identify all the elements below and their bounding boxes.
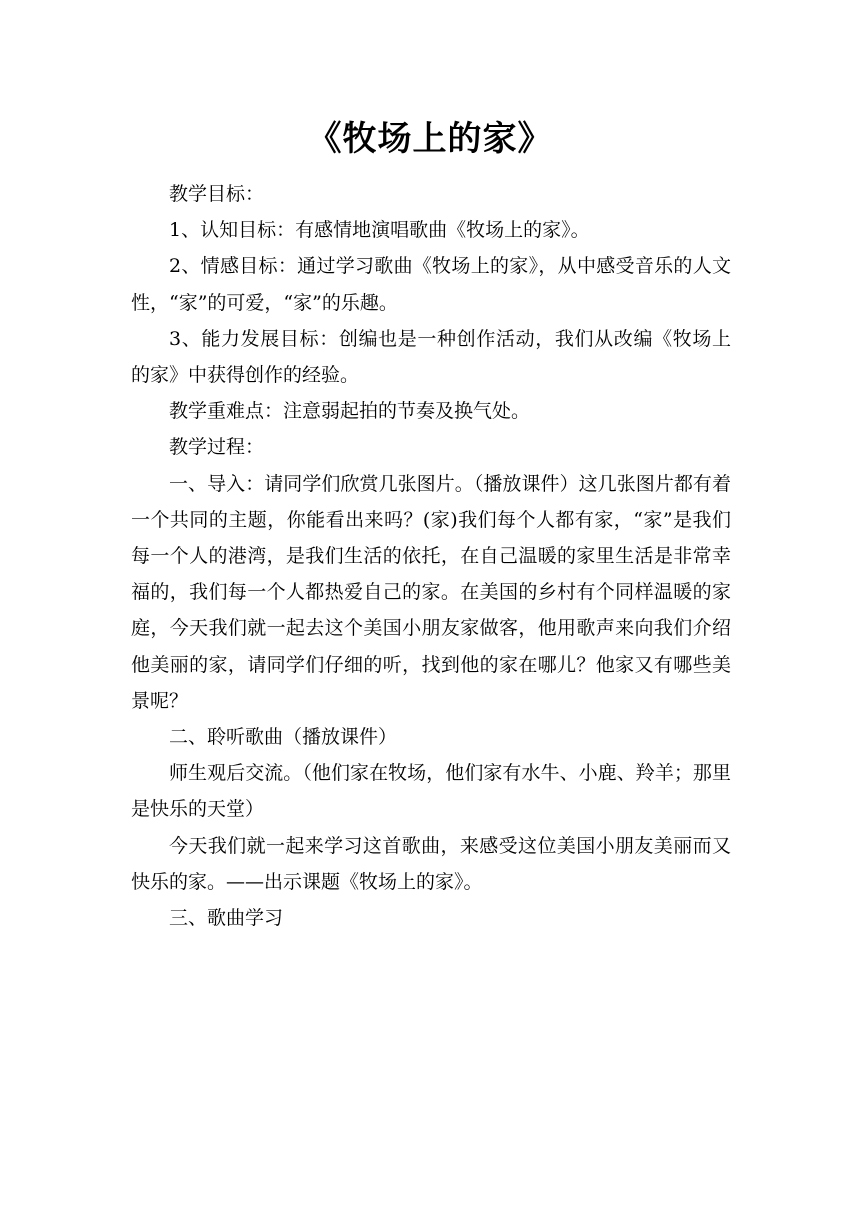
paragraph-listening-heading: 二、聆听歌曲（播放课件） [169, 726, 398, 749]
paragraph-introduction: 一、导入：请同学们欣赏几张图片。（播放课件）这几张图片都有着一个共同的主题，你能看出来吗？(家)我们每个人都有家，“家”是我们每一个人的港湾，是我们生活的依托，在自己温暖的家里生活是非常幸福的，我们每一个人都热爱自己的家。在美国的乡村有个同样温暖的家庭，今天我们就一起去这个美国小朋友家做客，他用歌声来向我们介绍他美丽的家，请同学们仔细的听，找到他的家在哪儿？他家又有哪些美景呢？ [131, 472, 731, 712]
paragraph-ability-goal: 3、能力发展目标：创编也是一种创作活动，我们从改编《牧场上的家》中获得创作的经验。 [131, 327, 731, 387]
document-title: 《牧场上的家》 [307, 119, 553, 159]
paragraph-teaching-process-heading: 教学过程： [169, 436, 265, 459]
paragraph-lesson-topic: 今天我们就一起来学习这首歌曲，来感受这位美国小朋友美丽而又快乐的家。——出示课题《牧场上的家》。 [131, 834, 731, 893]
paragraph-key-difficulties: 教学重难点：注意弱起拍的节奏及换气处。 [169, 400, 531, 423]
paragraph-emotional-goal: 2、情感目标：通过学习歌曲《牧场上的家》，从中感受音乐的人文性，“家”的可爱，“家”的乐趣。 [131, 255, 731, 314]
document-body [131, 176, 731, 936]
paragraph-discussion: 师生观后交流。（他们家在牧场，他们家有水牛、小鹿、羚羊；那里是快乐的天堂） [131, 762, 731, 821]
paragraph-teaching-goals-heading: 教学目标： [169, 183, 265, 205]
paragraph-song-learning-heading: 三、歌曲学习 [169, 907, 284, 930]
paragraph-cognitive-goal: 1、认知目标：有感情地演唱歌曲《牧场上的家》。 [169, 219, 590, 242]
